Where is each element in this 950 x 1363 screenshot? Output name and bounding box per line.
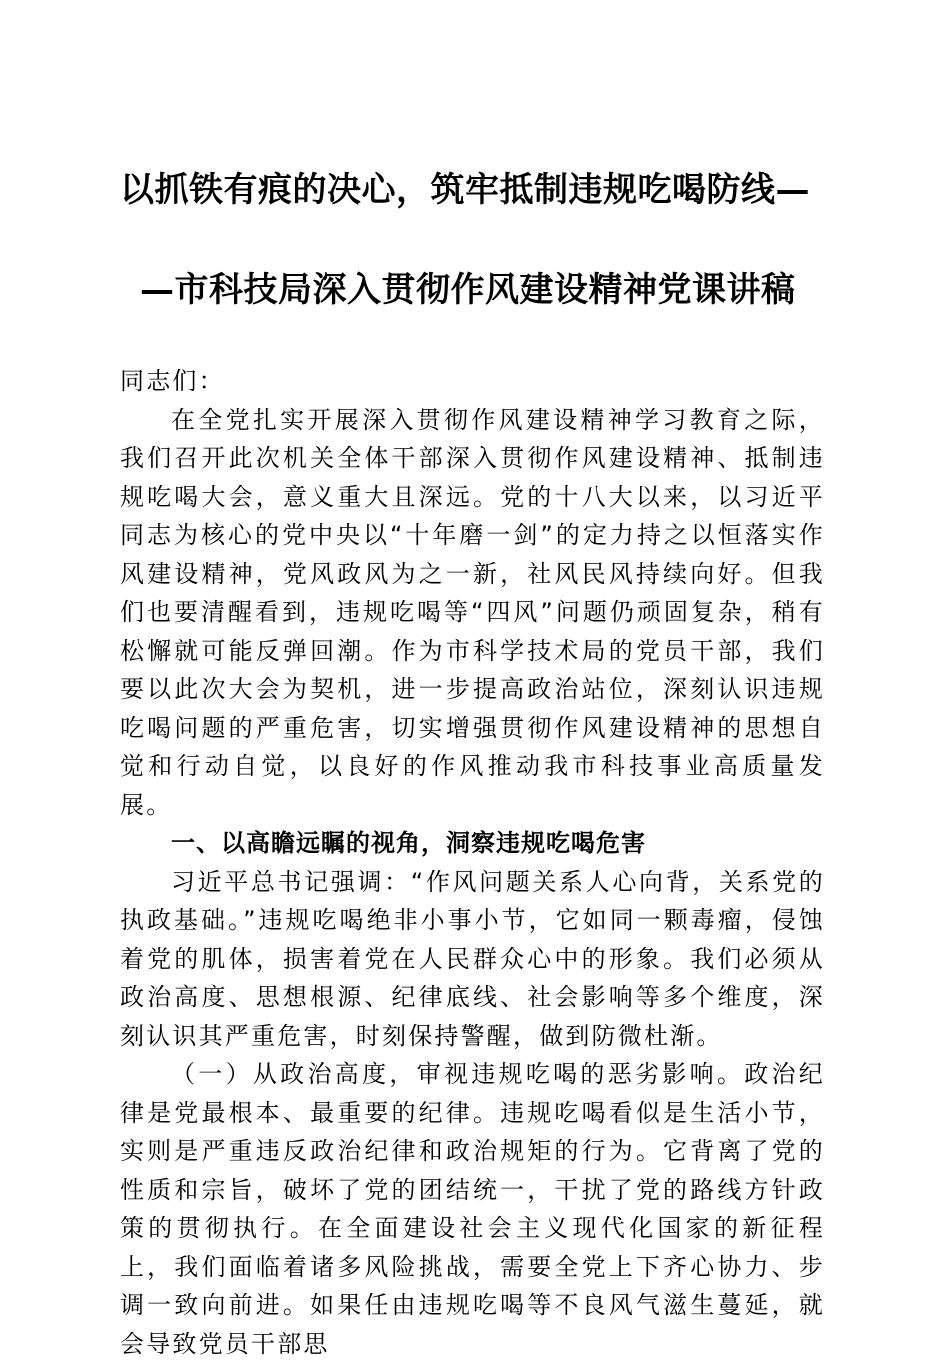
intro-paragraph: 在全党扎实开展深入贯彻作风建设精神学习教育之际，我们召开此次机关全体干部深入贯彻作风建设精神、抵制违规吃喝大会，意义重大且深远。党的十八大以来，以习近平同志为核心的党中央以“十年磨一剑”的定力持之以恒落实作风建设精神，党风政风为之一新，社风民风持续向好。但我们也要清醒看到，违规吃喝等“四风”问题仍顽固复杂，稍有松懈就可能反弹回潮。作为市科学技术局的党员干部，我们要以此次大会为契机，进一步提高政治站位，深刻认识违规吃喝问题的严重危害，切实增强贯彻作风建设精神的思想自觉和行动自觉，以良好的作风推动我市科技事业高质量发展。 <box>120 405 825 819</box>
salutation: 同志们： <box>120 367 225 395</box>
section-heading-1: 一、以高瞻远瞩的视角，洞察违规吃喝危害 <box>171 829 646 857</box>
document-body <box>120 362 825 1363</box>
subsection-1-paragraph: （一）从政治高度，审视违规吃喝的恶劣影响。政治纪律是党最根本、最重要的纪律。违规吃喝看似是生活小节，实则是严重违反政治纪律和政治规矩的行为。它背离了党的性质和宗旨，破坏了党的团结统一，干扰了党的路线方针政策的贯彻执行。在全面建设社会主义现代化国家的新征程上，我们面临着诸多风险挑战，需要全党上下齐心协力、步调一致向前进。如果任由违规吃喝等不良风气滋生蔓延，就会导致党员干部思 <box>120 1060 825 1358</box>
document-title-line1: 以抓铁有痕的决心，筑牢抵制违规吃喝防线— <box>120 170 810 210</box>
document-title-line2: —市科技局深入贯彻作风建设精神党课讲稿 <box>140 270 796 310</box>
section-1-paragraph: 习近平总书记强调：“作风问题关系人心向背，关系党的执政基础。”违规吃喝绝非小事小节，它如同一颗毒瘤，侵蚀着党的肌体，损害着党在人民群众心中的形象。我们必须从政治高度、思想根源、纪律底线、社会影响等多个维度，深刻认识其严重危害，时刻保持警醒，做到防微杜渐。 <box>120 867 825 1050</box>
